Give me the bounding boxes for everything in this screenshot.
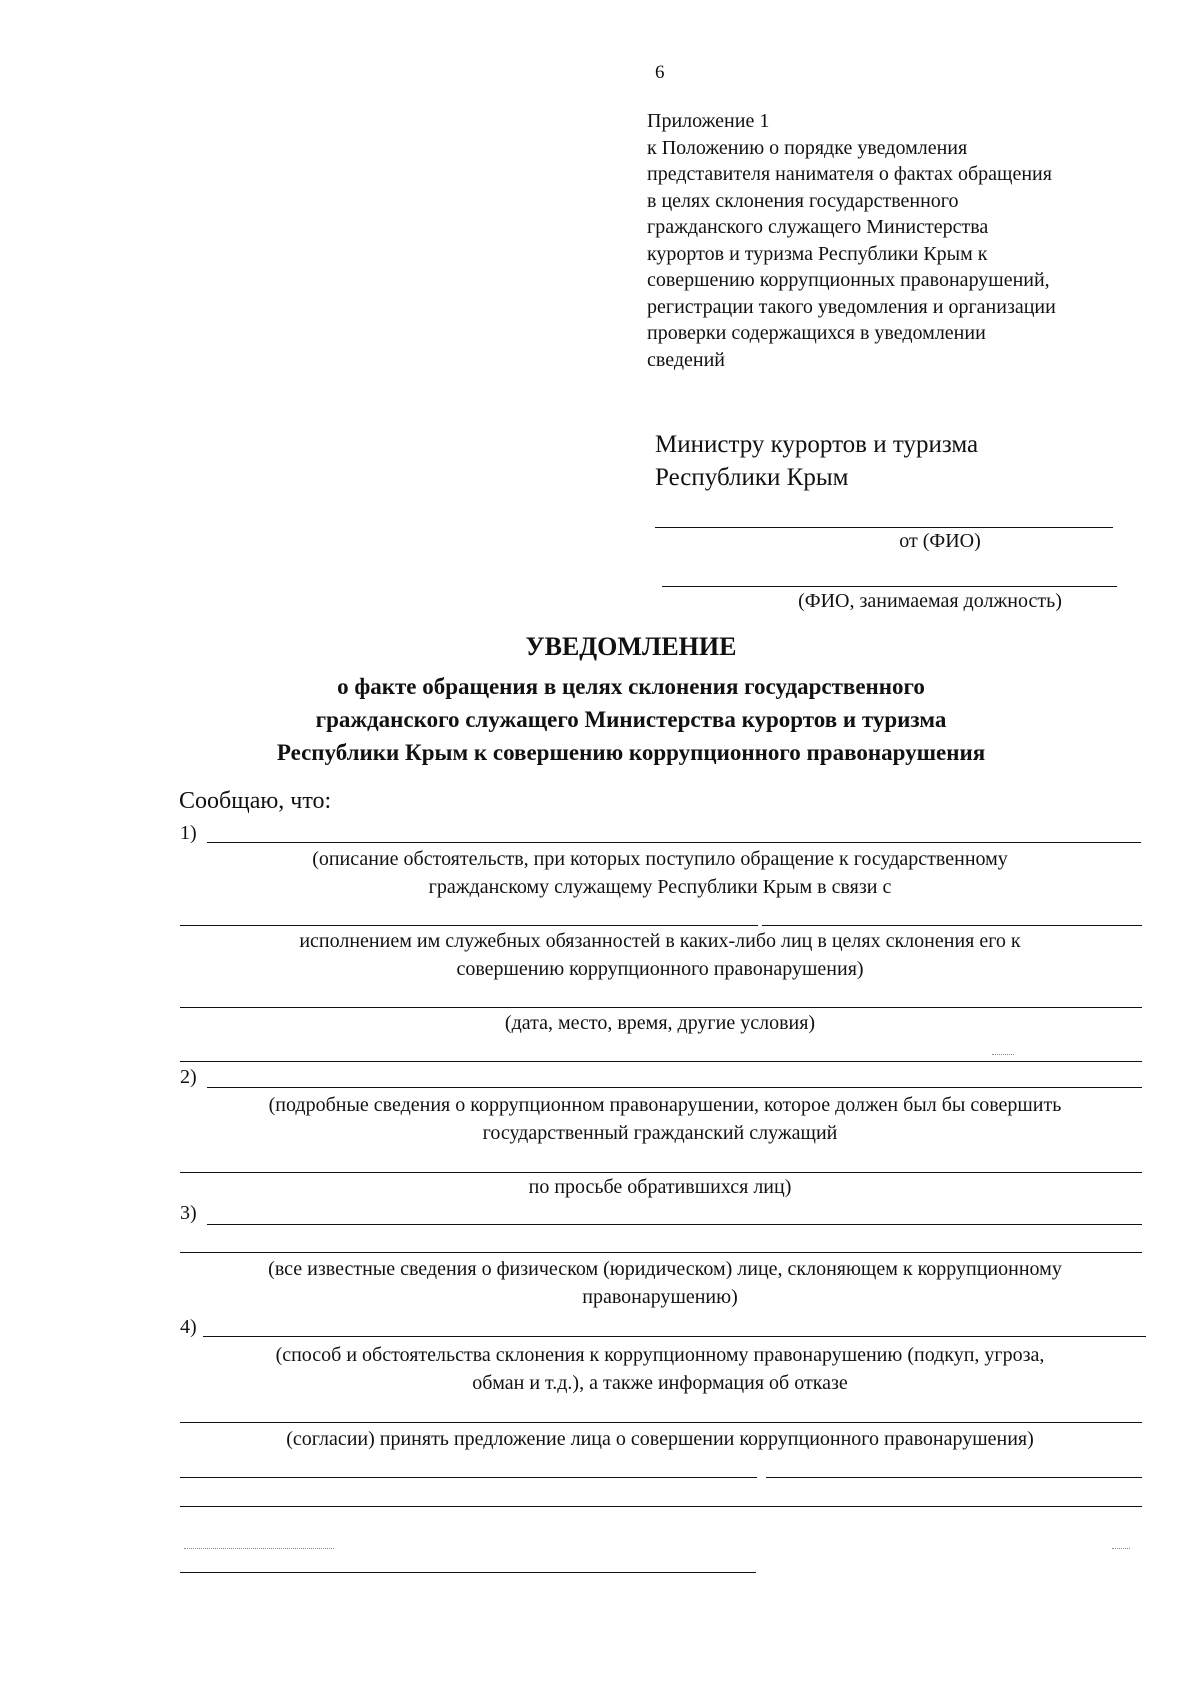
intro-text: Сообщаю, что: bbox=[179, 788, 332, 814]
blank-line[interactable] bbox=[180, 1007, 1142, 1008]
annex-line: представителя нанимателя о фактах обращения bbox=[647, 163, 1052, 185]
caption: (описание обстоятельств, при которых поступило обращение к государственному bbox=[312, 848, 1008, 870]
signature-blank[interactable] bbox=[180, 1572, 756, 1573]
blank-line[interactable] bbox=[762, 925, 1142, 926]
caption: (согласии) принять предложение лица о совершении коррупционного правонарушения) bbox=[286, 1428, 1034, 1450]
item-number: 2) bbox=[180, 1066, 197, 1088]
scan-mark bbox=[1112, 1548, 1130, 1549]
item-number: 3) bbox=[180, 1202, 197, 1224]
document-subtitle bbox=[0, 670, 1200, 769]
blank-line[interactable] bbox=[180, 1252, 1142, 1253]
blank-line[interactable] bbox=[180, 1172, 1142, 1173]
annex-line: к Положению о порядке уведомления bbox=[647, 136, 968, 159]
position-caption: (ФИО, занимаемая должность) bbox=[798, 590, 1062, 612]
blank-line[interactable] bbox=[180, 1477, 757, 1478]
caption: государственный гражданский служащий bbox=[482, 1122, 838, 1144]
scan-mark bbox=[992, 1054, 1014, 1055]
subtitle-line: гражданского служащего Министерства курортов и туризма bbox=[315, 707, 947, 732]
annex-line: проверки содержащихся в уведомлении bbox=[647, 322, 986, 344]
item-2-blank[interactable] bbox=[207, 1087, 1142, 1088]
from-caption: от (ФИО) bbox=[899, 530, 981, 552]
annex-line: регистрации такого уведомления и организации bbox=[647, 295, 1056, 318]
item-4-blank[interactable] bbox=[203, 1336, 1146, 1337]
position-blank[interactable] bbox=[662, 586, 1117, 587]
subtitle-line: Республики Крым к совершению коррупционного правонарушения bbox=[276, 740, 986, 765]
document-title: УВЕДОМЛЕНИЕ bbox=[525, 632, 737, 661]
caption: гражданскому служащему Республики Крым в связи с bbox=[428, 876, 892, 898]
caption: обман и т.д.), а также информация об отказе bbox=[472, 1372, 848, 1394]
annex-line: в целях склонения государственного bbox=[647, 189, 959, 212]
addressee-block bbox=[655, 428, 978, 494]
item-number: 1) bbox=[180, 822, 197, 844]
item-1-blank[interactable] bbox=[207, 842, 1141, 843]
caption: совершению коррупционного правонарушения) bbox=[456, 958, 864, 980]
annex-line: сведений bbox=[647, 348, 725, 371]
caption: по просьбе обратившихся лиц) bbox=[528, 1176, 792, 1198]
item-3-blank[interactable] bbox=[207, 1224, 1142, 1225]
blank-line[interactable] bbox=[766, 1477, 1142, 1478]
annex-line: курортов и туризма Республики Крым к bbox=[647, 242, 988, 265]
annex-line: гражданского служащего Министерства bbox=[647, 216, 989, 238]
blank-line[interactable] bbox=[180, 1506, 1142, 1507]
addressee-line: Республики Крым bbox=[655, 464, 849, 491]
annex-line: совершению коррупционных правонарушений, bbox=[647, 269, 1050, 291]
scan-mark bbox=[184, 1548, 334, 1549]
annex-header bbox=[647, 108, 1167, 373]
addressee-line: Министру курортов и туризма bbox=[655, 431, 979, 458]
page-number: 6 bbox=[655, 62, 665, 83]
blank-line[interactable] bbox=[180, 925, 758, 926]
blank-line[interactable] bbox=[180, 1061, 1142, 1062]
caption: (способ и обстоятельства склонения к коррупционному правонарушению (подкуп, угроза, bbox=[275, 1344, 1045, 1366]
caption: (все известные сведения о физическом (юридическом) лице, склоняющем к коррупционному bbox=[268, 1258, 1062, 1280]
caption: (дата, место, время, другие условия) bbox=[504, 1012, 816, 1034]
annex-line: Приложение 1 bbox=[647, 110, 770, 132]
blank-line[interactable] bbox=[180, 1422, 1142, 1423]
item-number: 4) bbox=[180, 1316, 197, 1338]
caption: исполнением им служебных обязанностей в каких-либо лиц в целях склонения его к bbox=[299, 930, 1021, 952]
subtitle-line: о факте обращения в целях склонения государственного bbox=[337, 674, 925, 699]
caption: (подробные сведения о коррупционном правонарушении, которое должен был бы совершить bbox=[268, 1094, 1062, 1116]
caption: правонарушению) bbox=[582, 1286, 738, 1308]
from-name-blank[interactable] bbox=[655, 527, 1113, 528]
